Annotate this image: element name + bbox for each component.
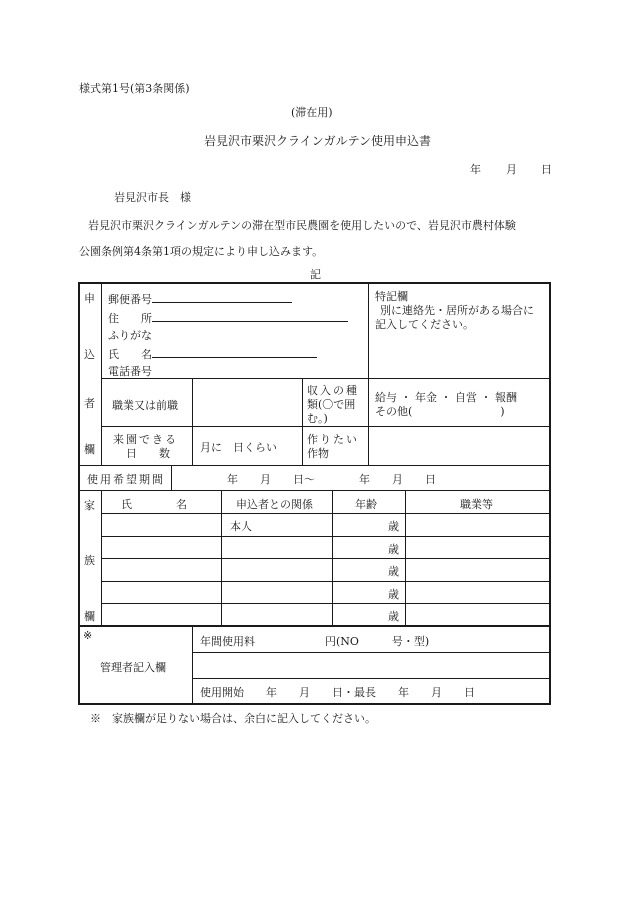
usage-period-label: 使用希望期間 [87,473,165,486]
form-subtitle: (滞在用) [291,106,333,119]
ki-label: 記 [310,268,321,281]
furigana-label: ふりがな [108,329,152,342]
income-label-line-3: む。) [307,412,328,425]
family-side-char-2: 族 [84,554,95,567]
special-notes-line-2: 記入してください。 [375,318,474,331]
intro-line-2: 公園条例第4条第1項の規定により申し込みます。 [79,245,324,258]
date-month: 月 [506,163,517,176]
annual-fee-unit: 円(NO 号・型) [325,635,430,648]
family-age-unit: 歳 [388,588,399,601]
applicant-side-char-2: 込 [84,348,95,361]
form-number: 様式第1号(第3条関係) [79,82,190,95]
family-side-char-1: 家 [84,499,95,512]
family-age-unit: 歳 [388,520,399,533]
postal-code-line [152,290,292,303]
family-col-name: 氏 名 [121,498,187,511]
family-age-unit: 歳 [388,565,399,578]
income-label-line-2: 類(〇で囲 [307,398,356,411]
family-col-occupation: 職業等 [460,498,493,511]
postal-code-label: 郵便番号 [108,293,152,306]
family-col-relation: 申込者との関係 [236,498,313,511]
visit-days-label-line-1: 来園できる [113,433,178,446]
income-options-line-2[interactable]: その他( ) [375,405,505,418]
name-field[interactable] [108,345,317,362]
name-label: 氏 名 [108,348,152,361]
family-col-age: 年齢 [355,498,377,511]
income-label-line-1: 収入の種 [307,384,359,397]
address-label: 住 所 [108,312,152,325]
applicant-side-char-4: 欄 [84,443,95,456]
address-field[interactable] [108,309,348,326]
date-day: 日 [541,163,552,176]
manager-section-label: 管理者記入欄 [100,661,166,674]
special-notes-title: 特記欄 [375,290,408,303]
phone-label: 電話番号 [108,365,152,378]
footnote: ※ 家族欄が足りない場合は、余白に記入してください。 [90,712,376,725]
visit-days-label-line-2: 日 数 [126,447,170,460]
desired-crops-label-line-2: 作物 [307,447,329,460]
postal-code-field[interactable] [108,290,292,307]
desired-crops-label-line-1: 作りたい [307,433,359,446]
special-notes-line-1: 別に連絡先・居所がある場合に [380,304,534,317]
addressee: 岩見沢市長 様 [114,191,191,204]
address-line [152,309,348,322]
form-title: 岩見沢市栗沢クラインガルテン使用申込書 [204,134,432,148]
occupation-label: 職業又は前職 [112,399,178,412]
usage-period-value[interactable]: 年 月 日〜 年 月 日 [227,473,436,486]
family-age-unit: 歳 [388,543,399,556]
manager-mark: ※ [83,629,93,642]
income-options-line-1[interactable]: 給与 ・ 年金 ・ 自営 ・ 報酬 [375,391,517,404]
applicant-side-char-3: 者 [84,397,95,410]
date-year: 年 [470,163,481,176]
visit-days-value[interactable]: 月に 日くらい [200,441,277,454]
name-line [152,345,317,358]
applicant-side-char-1: 申 [84,292,95,305]
usage-start-label: 使用開始 年 月 日・最長 年 月 日 [200,686,475,699]
family-first-relation: 本人 [230,520,252,533]
family-age-unit: 歳 [388,610,399,623]
family-side-char-3: 欄 [84,610,95,623]
intro-line-1: 岩見沢市栗沢クラインガルテンの滞在型市民農園を使用したいので、岩見沢市農村体験 [88,219,516,232]
annual-fee-label: 年間使用料 [200,635,255,648]
